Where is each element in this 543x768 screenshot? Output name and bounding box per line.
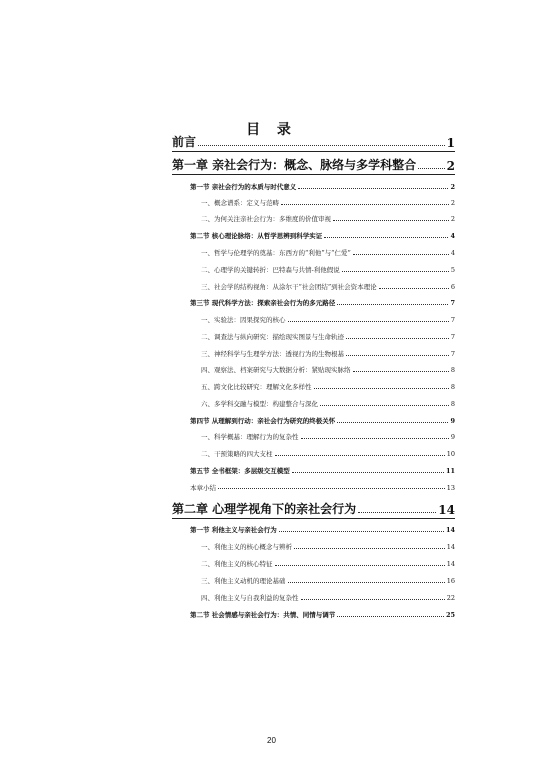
toc-entry-label: 第二节 社会情感与亲社会行为：共情、同情与调节: [190, 611, 336, 619]
toc-entry-label: 第一章 亲社会行为：概念、脉络与多学科整合: [172, 158, 417, 172]
dot-leader: [298, 188, 448, 189]
toc-entry-section[interactable]: [190, 231, 455, 240]
toc-title: 目 录: [246, 122, 297, 138]
toc-entry-subsection[interactable]: [201, 365, 455, 374]
toc-entry-page: 8: [450, 366, 455, 374]
dot-leader: [275, 455, 445, 456]
toc-entry-label: 一、利他主义的核心概念与辨析: [201, 543, 292, 551]
dot-leader: [346, 338, 449, 339]
toc-entry-label: 四、利他主义与自我利益的复杂性: [201, 594, 299, 602]
toc-entry-page: 14: [445, 526, 455, 534]
toc-entry-section[interactable]: [190, 298, 455, 307]
toc-entry-page: 9: [450, 433, 455, 441]
toc-entry-chapter-1[interactable]: [172, 156, 455, 175]
toc-entry-label: 二、干预策略的四大支柱: [201, 450, 273, 458]
toc-entry-label: 二、利他主义的核心特征: [201, 560, 273, 568]
toc-entry-label: 二、为何关注亲社会行为：多维度的价值审视: [201, 215, 331, 223]
toc-entry-label: 第五节 全书框架：多层级交互模型: [190, 467, 290, 475]
dot-leader: [288, 321, 449, 322]
dot-leader: [333, 220, 449, 221]
toc-entry-label: 二、调查法与纵向研究：描绘现实图景与生命轨迹: [201, 333, 344, 341]
toc-entry-page: 25: [445, 611, 455, 619]
toc-entry-label: 三、社会学的结构视角：从涂尔干“社会团结”到社会资本理论: [201, 283, 377, 291]
toc-entry-page: 13: [446, 484, 455, 492]
toc-entry-page: 7: [450, 316, 455, 324]
page-number: 20: [267, 736, 276, 745]
dot-leader: [288, 582, 445, 583]
toc-entry-page: 2: [450, 199, 455, 207]
toc-entry-subsection[interactable]: [201, 282, 455, 291]
toc-entry-page: 1: [446, 136, 455, 150]
toc-entry-label: 第二节 核心理论脉络：从哲学思辨到科学实证: [190, 232, 323, 240]
dot-leader: [337, 304, 448, 305]
dot-leader: [337, 616, 444, 617]
toc-entry-label: 三、神经科学与生理学方法：透视行为的生物根基: [201, 350, 344, 358]
toc-entry-page: 14: [446, 543, 455, 551]
toc-entry-section[interactable]: [190, 416, 455, 425]
toc-entry-subsection[interactable]: [201, 265, 455, 274]
dot-leader: [275, 565, 445, 566]
toc-entry-page: 6: [450, 283, 455, 291]
dot-leader: [346, 355, 449, 356]
toc-entry-label: 第四节 从理解到行动：亲社会行为研究的终极关怀: [190, 417, 336, 425]
toc-entry-preface[interactable]: [172, 133, 455, 152]
toc-entry-subsection[interactable]: [201, 576, 455, 585]
toc-entry-page: 9: [450, 417, 455, 425]
toc-entry-page: 7: [450, 350, 455, 358]
toc-entry-page: 8: [450, 400, 455, 408]
toc-entry-subsection[interactable]: [201, 349, 455, 358]
dot-leader: [301, 599, 445, 600]
dot-leader: [320, 405, 449, 406]
toc-entry-subsection[interactable]: [201, 248, 455, 257]
toc-entry-label: 第三节 现代科学方法：探索亲社会行为的多元路径: [190, 299, 336, 307]
toc-entry-page: 8: [450, 383, 455, 391]
toc-entry-page: 14: [446, 560, 455, 568]
toc-entry-summary[interactable]: [190, 483, 455, 492]
toc-entry-label: 一、实验法：因果探究的核心: [201, 316, 286, 324]
toc-entry-page: 7: [450, 299, 455, 307]
toc-entry-label: 一、概念谱系：定义与范畴: [201, 199, 279, 207]
toc-entry-section[interactable]: [190, 182, 455, 191]
toc-entry-page: 4: [450, 249, 455, 257]
toc-entry-label: 五、跨文化比较研究：理解文化多样性: [201, 383, 312, 391]
toc-entry-label: 六、多学科交融与模型：构建整合与深化: [201, 400, 318, 408]
toc-entry-label: 第一节 亲社会行为的本质与时代意义: [190, 183, 297, 191]
toc-entry-subsection[interactable]: [201, 593, 455, 602]
toc-entry-page: 11: [445, 467, 455, 475]
toc-entry-chapter-2[interactable]: [172, 500, 455, 519]
toc-entry-subsection[interactable]: [201, 198, 455, 207]
toc-entry-subsection[interactable]: [201, 449, 455, 458]
toc-entry-label: 一、哲学与伦理学的奠基：东西方的“利他”与“仁爱”: [201, 249, 351, 257]
toc-entry-page: 4: [450, 232, 455, 240]
toc-entry-page: 22: [446, 594, 455, 602]
toc-entry-label: 本章小结: [190, 484, 216, 492]
toc-entry-page: 2: [450, 215, 455, 223]
dot-leader: [379, 288, 449, 289]
toc-entry-label: 第二章 心理学视角下的亲社会行为: [172, 502, 357, 516]
toc-entry-page: 2: [446, 159, 455, 173]
dot-leader: [324, 237, 448, 238]
toc-entry-section[interactable]: [190, 610, 455, 619]
dot-leader: [218, 488, 445, 489]
toc-entry-label: 前言: [172, 135, 197, 149]
dot-leader: [358, 512, 436, 513]
toc-entry-subsection[interactable]: [201, 382, 455, 391]
toc-entry-label: 二、心理学的关键转折：巴特森与共情-利他假说: [201, 266, 340, 274]
toc-entry-page: 14: [438, 503, 455, 517]
toc-entry-label: 第一节 利他主义与亲社会行为: [190, 526, 277, 534]
dot-leader: [198, 145, 445, 146]
toc-entry-label: 四、观察法、档案研究与大数据分析：紧贴现实脉络: [201, 366, 351, 374]
toc-entry-subsection[interactable]: [201, 315, 455, 324]
dot-leader: [279, 531, 444, 532]
toc-entry-page: 7: [450, 333, 455, 341]
dot-leader: [418, 168, 444, 169]
dot-leader: [353, 371, 449, 372]
toc-entry-label: 三、利他主义动机的理论基础: [201, 577, 286, 585]
dot-leader: [301, 438, 449, 439]
toc-entry-page: 5: [450, 266, 455, 274]
dot-leader: [337, 422, 448, 423]
dot-leader: [281, 204, 449, 205]
dot-leader: [292, 472, 444, 473]
toc-entry-subsection[interactable]: [201, 332, 455, 341]
toc-entry-label: 一、科学概基：理解行为的复杂性: [201, 433, 299, 441]
toc-entry-page: 16: [446, 577, 455, 585]
toc-entry-section[interactable]: [190, 525, 455, 534]
toc-entry-subsection[interactable]: [201, 399, 455, 408]
toc-entry-subsection[interactable]: [201, 214, 455, 223]
dot-leader: [353, 254, 449, 255]
dot-leader: [342, 271, 449, 272]
toc-entry-section[interactable]: [190, 466, 455, 475]
dot-leader: [294, 548, 445, 549]
toc-entry-page: 2: [450, 183, 455, 191]
toc-entry-subsection[interactable]: [201, 559, 455, 568]
dot-leader: [314, 388, 449, 389]
toc-entry-subsection[interactable]: [201, 542, 455, 551]
toc-entry-subsection[interactable]: [201, 432, 455, 441]
toc-entry-page: 10: [446, 450, 455, 458]
